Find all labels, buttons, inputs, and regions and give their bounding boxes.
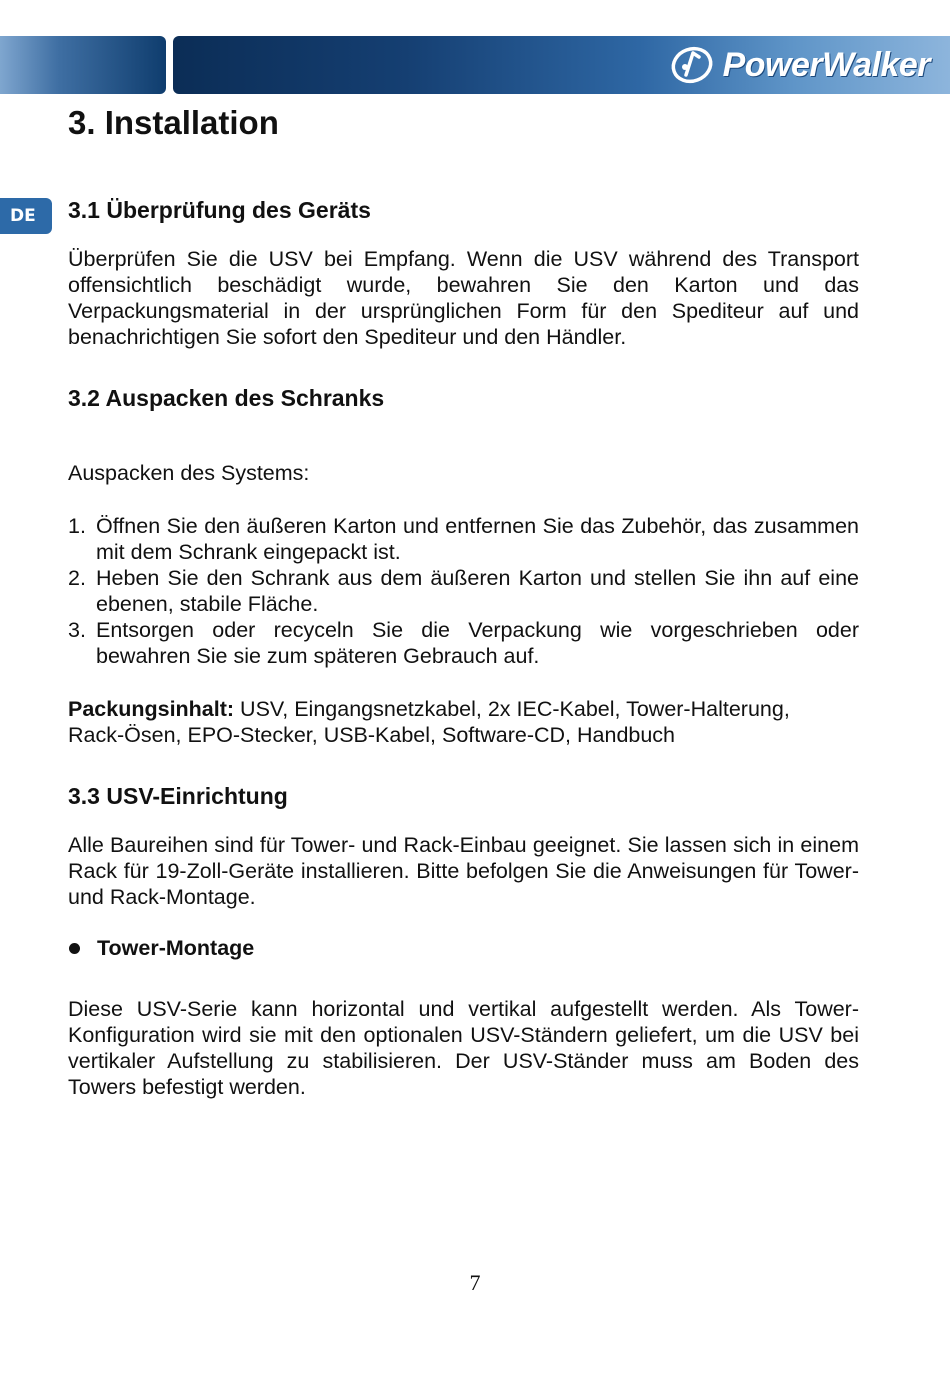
powerwalker-logo-icon [669, 45, 715, 85]
brand-logo [669, 44, 930, 86]
tower-montage-bullet [68, 936, 254, 961]
language-tab: DE [0, 198, 52, 234]
section-3-1-text: Überprüfen Sie die USV bei Empfang. Wenn die USV während des Transport offensichtlich beschädigt wurde, bewahren Sie den Karton und das Verpackungsmaterial in der ursprünglichen Form für den Spediteur auf und benachrichtigen Sie sofort den Spediteur und den Händler. [68, 247, 859, 349]
page-header [0, 36, 950, 94]
unpack-step: 3. Entsorgen oder recyceln Sie die Verpackung wie vorgeschrieben oder bewahren Sie sie zum späteren Gebrauch auf. [68, 618, 859, 668]
section-3-2-heading: 3.2 Auspacken des Schranks [68, 385, 385, 411]
unpack-steps [68, 513, 859, 669]
header-left-bar [0, 36, 166, 94]
unpack-step: 2. Heben Sie den Schrank aus dem äußeren Karton und stellen Sie ihn auf eine ebenen, stabile Fläche. [68, 566, 859, 616]
bullet-dot-icon [69, 943, 80, 954]
tower-montage-text: Diese USV-Serie kann horizontal und vertikal aufgestellt werden. Als Tower-Konfiguration wird sie mit den optionalen USV-Ständern geliefert, um die USV bei vertikaler Aufstellung zu stabilisieren. Der USV-Ständer muss am Boden des Towers befestigt werden. [68, 997, 859, 1099]
section-3-1-heading: 3.1 Überprüfung des Geräts [68, 197, 371, 223]
page-number: 7 [469, 1270, 481, 1295]
unpack-intro: Auspacken des Systems: [68, 461, 310, 485]
section-3-3-heading: 3.3 USV-Einrichtung [68, 783, 288, 809]
header-right-bar [173, 36, 950, 94]
unpack-step: 1. Öffnen Sie den äußeren Karton und entfernen Sie das Zubehör, das zusammen mit dem Schrank eingepackt ist. [68, 514, 859, 564]
tower-montage-heading: Tower-Montage [97, 936, 255, 960]
package-contents-label: Packungsinhalt: [68, 697, 235, 721]
page-title: 3. Installation [68, 104, 279, 141]
brand-name: PowerWalker [722, 45, 930, 84]
package-contents: Packungsinhalt: USV, Eingangsnetzkabel, 2x IEC-Kabel, Tower-Halterung, Rack-Ösen, EPO-Stecker, USB-Kabel, Software-CD, Handbuch [68, 697, 790, 747]
section-3-3-text: Alle Baureihen sind für Tower- und Rack-Einbau geeignet. Sie lassen sich in einem Rack für 19-Zoll-Geräte installieren. Bitte befolgen Sie die Anweisungen für Tower- und Rack-Montage. [68, 833, 859, 909]
